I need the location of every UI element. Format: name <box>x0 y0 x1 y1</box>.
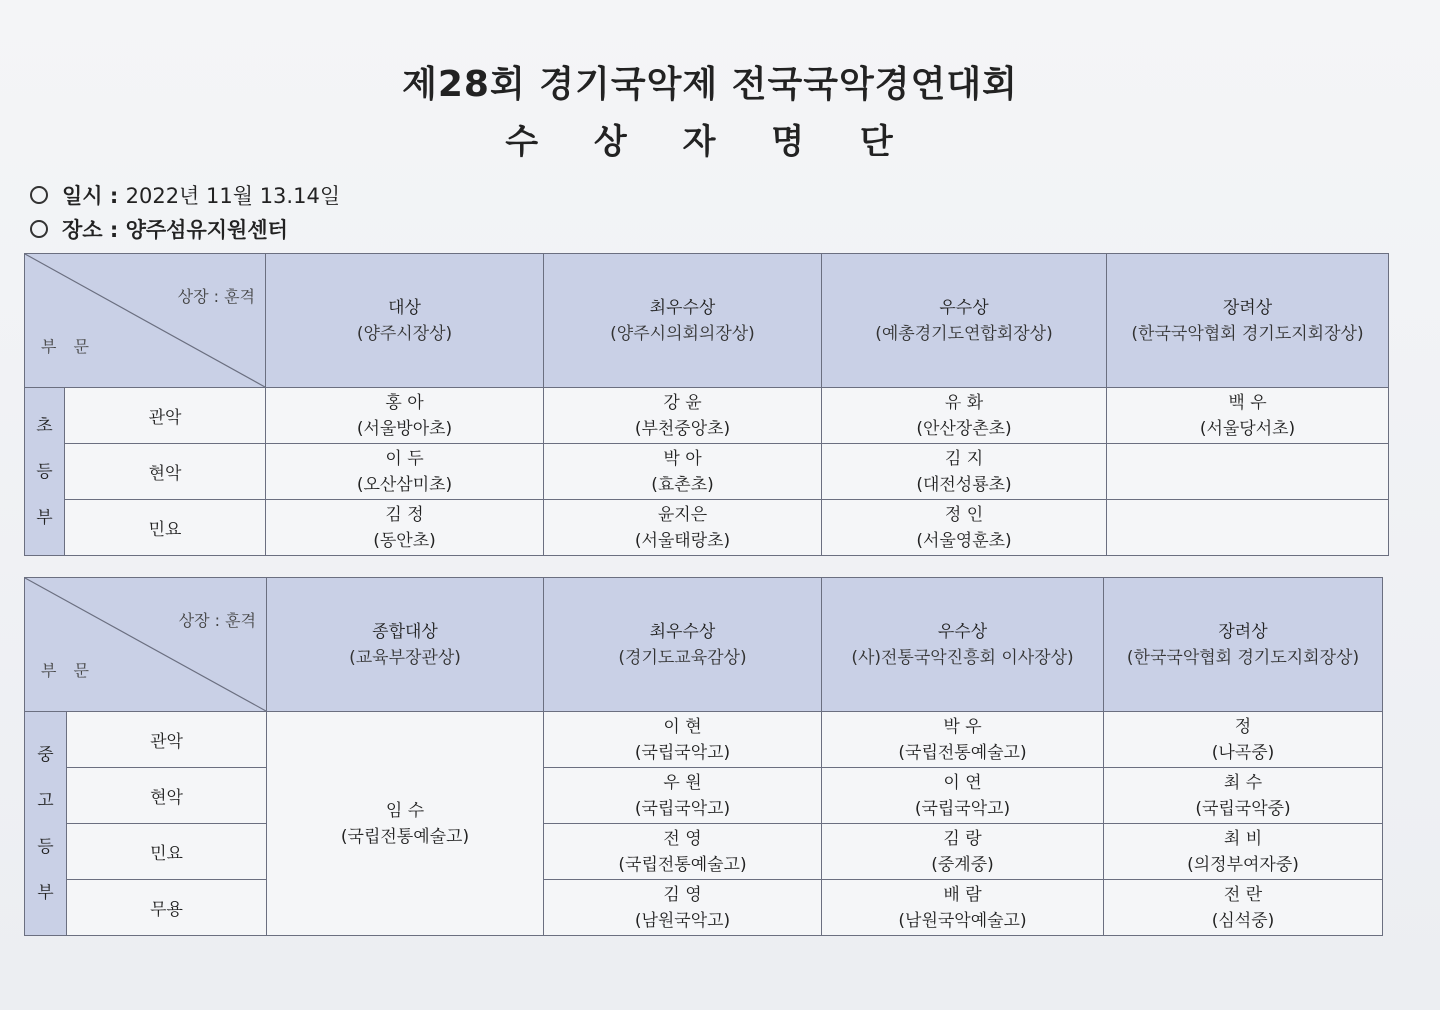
winner-cell: 우 원 (국립국악고) <box>544 768 822 824</box>
section-label: 관악 <box>67 712 267 768</box>
header-top-prize: 최우수상 (경기도교육감상) <box>544 578 822 712</box>
table-row <box>25 824 1383 880</box>
winner-cell: 최 비 (의정부여자중) <box>1104 824 1383 880</box>
corner-award-label: 상장 : 훈격 <box>178 611 256 630</box>
winner-cell: 김 영 (남원국악고) <box>544 880 822 936</box>
winner-cell: 최 수 (국립국악중) <box>1104 768 1383 824</box>
info-date-label: 일시 <box>62 184 103 208</box>
empty-cell <box>1107 444 1389 500</box>
winner-cell: 박 우 (국립전통예술고) <box>822 712 1104 768</box>
winner-cell: 배 람 (남원국악예술고) <box>822 880 1104 936</box>
corner-section-label: 부 문 <box>41 337 95 356</box>
table-row <box>25 500 1389 556</box>
header-encouragement-prize: 장려상 (한국국악협회 경기도지회장상) <box>1104 578 1383 712</box>
winner-cell: 이 연 (국립국악고) <box>822 768 1104 824</box>
elementary-award-table <box>24 253 1389 556</box>
section-label: 현악 <box>67 768 267 824</box>
corner-header <box>25 254 266 388</box>
winner-cell: 윤지은 (서울태랑초) <box>544 500 822 556</box>
section-label: 민요 <box>67 824 267 880</box>
winner-cell: 홍 아 (서울방아초) <box>266 388 544 444</box>
middle-high-award-table <box>24 577 1383 936</box>
winner-cell: 이 두 (오산삼미초) <box>266 444 544 500</box>
header-excellence-prize: 우수상 (사)전통국악진흥회 이사장상) <box>822 578 1104 712</box>
winner-cell: 유 화 (안산장촌초) <box>822 388 1107 444</box>
group-elementary: 초 등 부 <box>25 388 65 556</box>
table-row <box>25 444 1389 500</box>
header-encouragement-prize: 장려상 (한국국악협회 경기도지회장상) <box>1107 254 1389 388</box>
document-title: 제28회 경기국악제 전국국악경연대회 <box>402 64 1018 105</box>
info-place-value: 양주섬유지원센터 <box>125 218 288 242</box>
table-row <box>25 712 1383 768</box>
grand-prize-winner-cell: 임 수 (국립전통예술고) <box>267 712 544 936</box>
winner-cell: 김 랑 (중계중) <box>822 824 1104 880</box>
winner-cell: 정 인 (서울영훈초) <box>822 500 1107 556</box>
winner-cell: 백 우 (서울당서초) <box>1107 388 1389 444</box>
section-label: 무용 <box>67 880 267 936</box>
info-place: 장소 : 양주섬유지원센터 <box>30 214 288 244</box>
group-middle-high: 중 고 등 부 <box>25 712 67 936</box>
corner-award-label: 상장 : 훈격 <box>177 287 255 306</box>
header-top-prize: 최우수상 (양주시의회의장상) <box>544 254 822 388</box>
table-row <box>25 388 1389 444</box>
corner-section-label: 부 문 <box>41 661 95 680</box>
header-excellence-prize: 우수상 (예총경기도연합회장상) <box>822 254 1107 388</box>
winner-cell: 박 아 (효촌초) <box>544 444 822 500</box>
section-label: 현악 <box>65 444 266 500</box>
section-label: 관악 <box>65 388 266 444</box>
winner-cell: 김 정 (동안초) <box>266 500 544 556</box>
circle-bullet-icon <box>30 220 48 238</box>
header-grand-prize: 대상 (양주시장상) <box>266 254 544 388</box>
info-date-value: 2022년 11월 13.14일 <box>125 184 341 208</box>
circle-bullet-icon <box>30 186 48 204</box>
document-subtitle: 수 상 자 명 단 <box>505 122 915 162</box>
winner-cell: 강 윤 (부천중앙초) <box>544 388 822 444</box>
section-label: 민요 <box>65 500 266 556</box>
empty-cell <box>1107 500 1389 556</box>
winner-cell: 김 지 (대전성룡초) <box>822 444 1107 500</box>
winner-cell: 정 (나곡중) <box>1104 712 1383 768</box>
winner-cell: 이 현 (국립국악고) <box>544 712 822 768</box>
header-overall-grand-prize: 종합대상 (교육부장관상) <box>267 578 544 712</box>
corner-header <box>25 578 267 712</box>
table-row <box>25 880 1383 936</box>
info-place-label: 장소 <box>62 218 103 242</box>
table-row <box>25 768 1383 824</box>
winner-cell: 전 란 (심석중) <box>1104 880 1383 936</box>
info-date: 일시 : 2022년 11월 13.14일 <box>30 180 340 210</box>
winner-cell: 전 영 (국립전통예술고) <box>544 824 822 880</box>
